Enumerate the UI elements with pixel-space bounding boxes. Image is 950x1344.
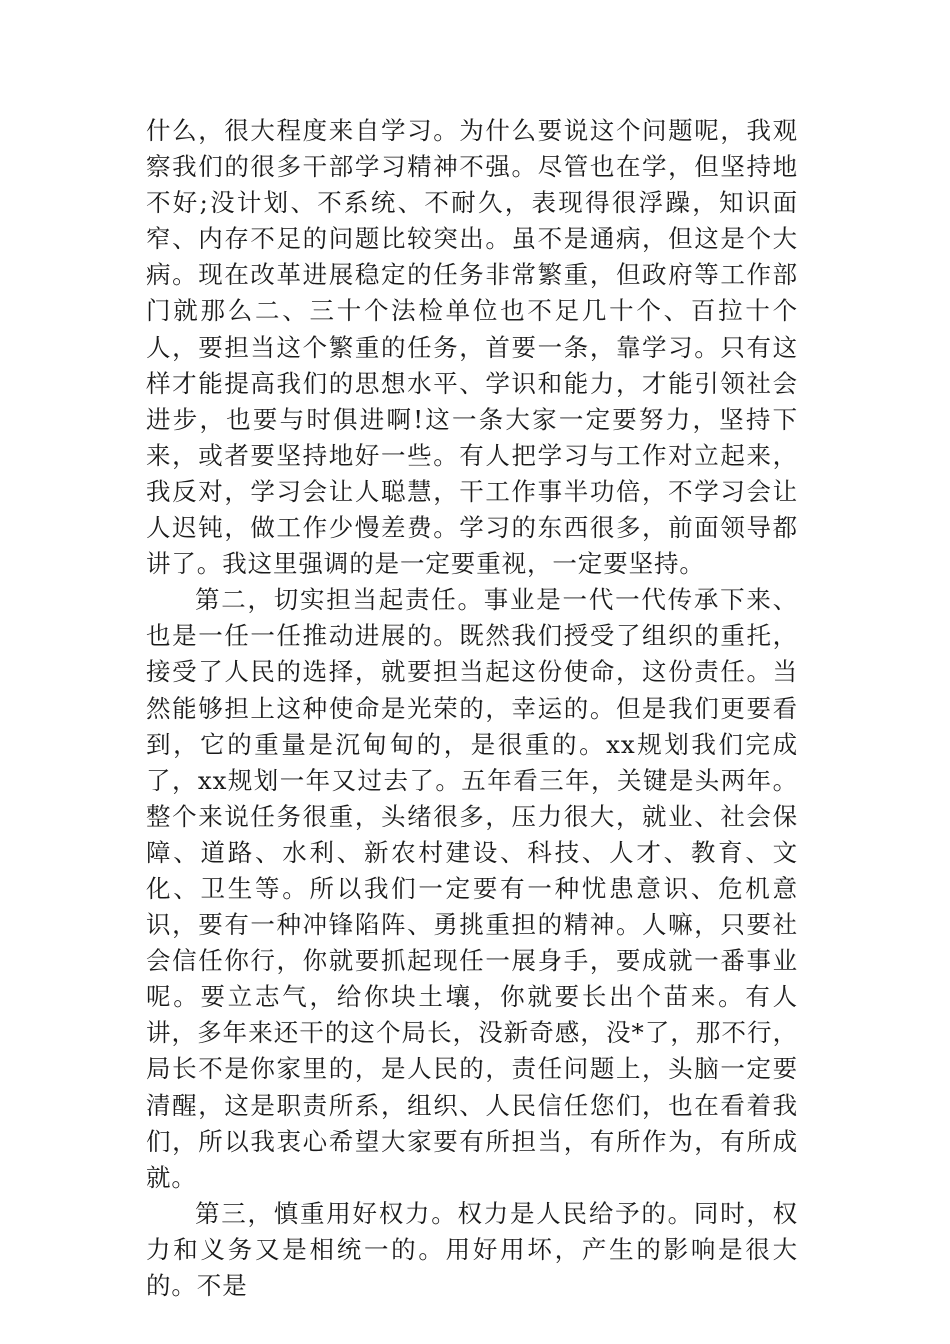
paragraph-power: 第三，慎重用好权力。权力是人民给予的。同时，权力和义务又是相统一的。用好用坏，产生的影响是很大的。不是	[146, 1198, 798, 1300]
document-body	[146, 113, 798, 1304]
paragraph-study: 什么，很大程度来自学习。为什么要说这个问题呢，我观察我们的很多干部学习精神不强。尽管也在学，但坚持地不好;没计划、不系统、不耐久，表现得很浮躁，知识面窄、内存不足的问题比较突出。虽不是通病，但这是个大病。现在改革进展稳定的任务非常繁重，但政府等工作部门就那么二、三十个法检单位也不足几十个、百拉十个人，要担当这个繁重的任务，首要一条，靠学习。只有这样才能提高我们的思想水平、学识和能力，才能引领社会进步，也要与时俱进啊!这一条大家一定要努力，坚持下来，或者要坚持地好一些。有人把学习与工作对立起来，我反对，学习会让人聪慧，干工作事半功倍，不学习会让人迟钝，做工作少慢差费。学习的东西很多，前面领导都讲了。我这里强调的是一定要重视，一定要坚持。	[146, 116, 798, 579]
paragraph-responsibility: 第二，切实担当起责任。事业是一代一代传承下来、也是一任一任推动进展的。既然我们授受了组织的重托，接受了人民的选择，就要担当起这份使命，这份责任。当然能够担上这种使命是光荣的，幸运的。但是我们更要看到，它的重量是沉甸甸的，是很重的。xx规划我们完成了，xx规划一年又过去了。五年看三年，关键是头两年。整个来说任务很重，头绪很多，压力很大，就业、社会保障、道路、水利、新农村建设、科技、人才、教育、文化、卫生等。所以我们一定要有一种忧患意识、危机意识，要有一种冲锋陷阵、勇挑重担的精神。人嘛，只要社会信任你行，你就要抓起现任一展身手，要成就一番事业呢。要立志气，给你块土壤，你就要长出个苗来。有人讲，多年来还干的这个局长，没新奇感，没*了，那不行，局长不是你家里的，是人民的，责任问题上，头脑一定要清醒，这是职责所系，组织、人民信任您们，也在看着我们，所以我衷心希望大家要有所担当，有所作为，有所成就。	[146, 585, 798, 1192]
